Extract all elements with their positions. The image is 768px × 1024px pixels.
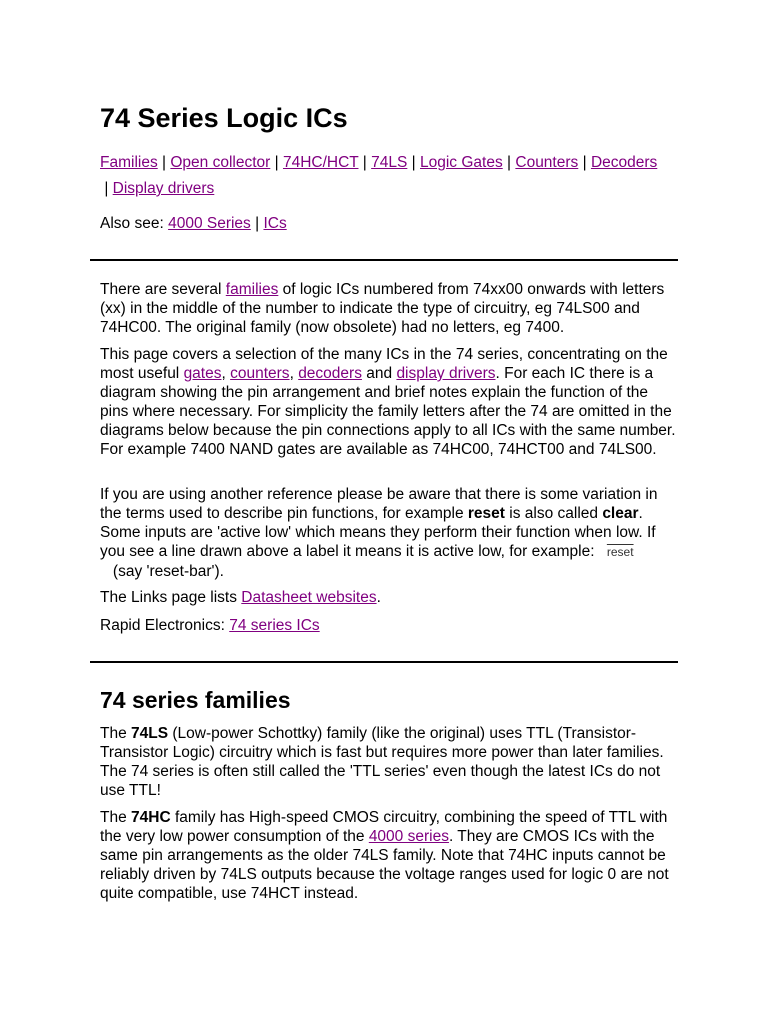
nav-link-open-collector[interactable]: Open collector: [170, 154, 271, 171]
text: ,: [289, 365, 299, 382]
nav-link-decoders[interactable]: Decoders: [590, 154, 658, 171]
text: There are several: [100, 281, 226, 298]
nav-separator: |: [162, 154, 167, 171]
text: family has High-speed CMOS circuitry, combining the speed of TTL with the very low power consumption of the: [100, 809, 668, 845]
term-74hc: 74HC: [131, 809, 171, 826]
nav-link-74hc-hct[interactable]: 74HC/HCT: [282, 154, 359, 171]
text: . They are CMOS ICs with the same pin arrangements as the older 74LS family. Note that 74HC inputs cannot be reliably driven by 74LS outputs because the voltage ranges used for logic 0 are not quite compatible, use 74HCT instead.: [100, 828, 669, 902]
term-74ls: 74LS: [131, 725, 169, 742]
text: If you are using another reference please be aware that there is some variation in the terms used to describe pin functions, for example: [100, 486, 658, 522]
nav-separator: |: [362, 154, 367, 171]
text: ,: [221, 365, 231, 382]
text: .: [376, 589, 381, 606]
nav-link-families[interactable]: Families: [100, 154, 158, 171]
nav-link-display-drivers[interactable]: Display drivers: [112, 180, 215, 197]
families-paragraph-2: [100, 808, 680, 903]
text: and: [361, 365, 397, 382]
reset-bar-label: reset: [606, 545, 634, 559]
link-counters[interactable]: counters: [230, 365, 290, 382]
intro-paragraph-3: [100, 485, 680, 581]
link-gates[interactable]: gates: [183, 365, 222, 382]
text: . Some inputs are 'active low' which means they perform their function when low. If you see a line drawn above a label it means it is active low, for example:: [100, 505, 656, 560]
link-4000-series-inline[interactable]: 4000 series: [368, 828, 449, 845]
term-clear: clear: [602, 505, 639, 522]
text: is also called: [504, 505, 603, 522]
term-reset: reset: [467, 505, 505, 522]
intro-paragraph-4: [100, 588, 680, 607]
intro-paragraph-5: [100, 616, 680, 635]
intro-paragraph-1: [100, 280, 680, 337]
nav-separator: |: [411, 154, 416, 171]
link-4000-series[interactable]: 4000 Series: [168, 215, 251, 232]
divider: [90, 661, 678, 663]
link-families[interactable]: families: [225, 281, 279, 298]
text: . For each IC there is a diagram showing the pin arrangement and brief notes explain the function of the pins where necessary. For simplicity the family letters after the 74 are omitted in the diagrams below because the pin connections apply to all ICs with the same number. For example 7400 NAND gates are available as 74HC00, 74HCT00 and 74LS00.: [100, 365, 676, 458]
page-title: 74 Series Logic ICs: [100, 103, 348, 133]
nav-separator: |: [255, 215, 260, 232]
families-paragraph-1: [100, 724, 680, 800]
text: (Low-power Schottky) family (like the original) uses TTL (Transistor-Transistor Logic) circuitry which is fast but requires more power than later families. The 74 series is often still called the 'TTL series' even though the latest ICs do not use TTL!: [100, 725, 664, 799]
link-74-series-ics[interactable]: 74 series ICs: [229, 617, 320, 634]
intro-paragraph-2: [100, 345, 680, 459]
text: The: [100, 809, 132, 826]
nav-separator: |: [507, 154, 512, 171]
link-decoders[interactable]: decoders: [298, 365, 362, 382]
text: The: [100, 725, 132, 742]
section-heading-families: 74 series families: [100, 687, 291, 713]
nav-links: [100, 150, 680, 202]
link-display-drivers[interactable]: display drivers: [396, 365, 496, 382]
text: (say 'reset-bar').: [108, 563, 224, 580]
also-see: [100, 214, 680, 233]
nav-link-logic-gates[interactable]: Logic Gates: [420, 154, 503, 171]
nav-separator: |: [582, 154, 587, 171]
text: Rapid Electronics:: [100, 617, 230, 634]
also-see-label: Also see:: [100, 215, 164, 232]
nav-separator: |: [104, 180, 109, 197]
nav-link-74ls[interactable]: 74LS: [371, 154, 408, 171]
divider: [90, 259, 678, 261]
link-ics[interactable]: ICs: [263, 215, 287, 232]
text: of logic ICs numbered from 74xx00 onwards with letters (xx) in the middle of the number to indicate the type of circuitry, eg 74LS00 and 74HC00. The original family (now obsolete) had no letters, eg 7400.: [100, 281, 665, 336]
link-datasheet-websites[interactable]: Datasheet websites: [241, 589, 377, 606]
nav-separator: |: [274, 154, 279, 171]
text: The Links page lists: [100, 589, 242, 606]
text: This page covers a selection of the many ICs in the 74 series, concentrating on the most useful: [100, 346, 668, 382]
nav-link-counters[interactable]: Counters: [515, 154, 579, 171]
